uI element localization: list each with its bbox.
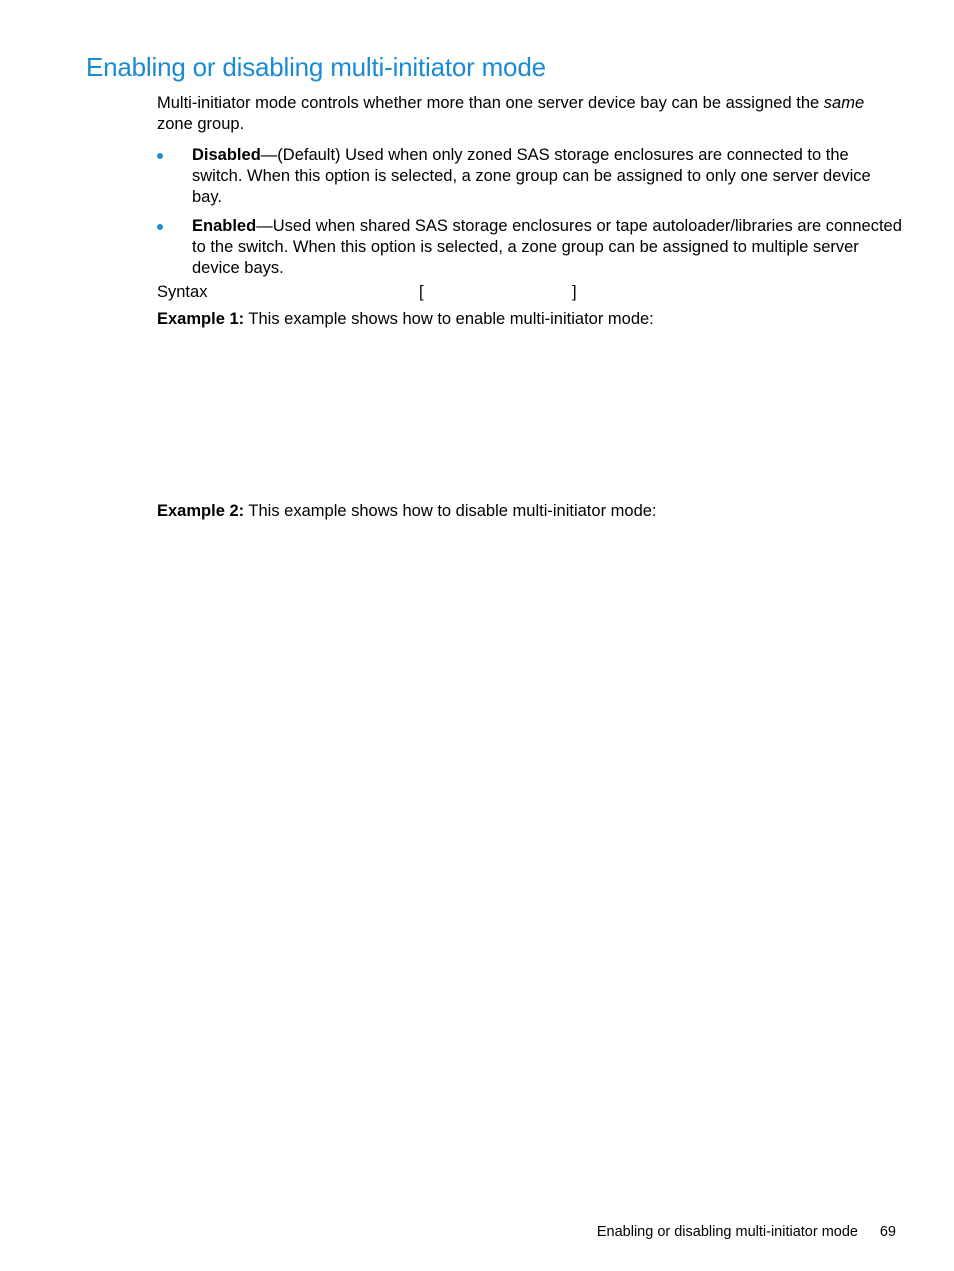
example-text: This example shows how to disable multi-initiator mode: — [244, 502, 657, 520]
example-label: Example 1: — [157, 310, 245, 328]
option-description: —(Default) Used when only zoned SAS storage enclosures are connected to the switch. When this option is selected, a zone group can be assigned to only one server device bay. — [192, 146, 871, 206]
option-description: —Used when shared SAS storage enclosures or tape autoloader/libraries are connected to the switch. When this option is selected, a zone group can be assigned to multiple server device bays. — [192, 217, 902, 277]
mode-option-list — [157, 145, 902, 287]
page-title: Enabling or disabling multi-initiator mode — [86, 52, 546, 82]
intro-end: zone group. — [157, 115, 245, 133]
syntax-row — [157, 282, 902, 304]
example-2 — [157, 501, 902, 522]
footer-page-number: 69 — [879, 1224, 896, 1240]
intro-text: Multi-initiator mode controls whether more than one server device bay can be assigned the — [157, 94, 824, 112]
example-label: Example 2: — [157, 502, 245, 520]
example-1 — [157, 309, 902, 330]
bullet-icon — [157, 224, 163, 230]
option-term: Disabled — [192, 146, 261, 164]
option-term: Enabled — [192, 217, 257, 235]
footer-section-title: Enabling or disabling multi-initiator mode — [596, 1224, 858, 1240]
list-item-disabled — [157, 145, 902, 208]
syntax-bracket-open: [ — [419, 283, 424, 301]
syntax-bracket-close: ] — [572, 283, 577, 301]
intro-emphasis: same — [823, 94, 865, 112]
example-text: This example shows how to enable multi-initiator mode: — [244, 310, 654, 328]
list-item-enabled — [157, 216, 902, 279]
bullet-icon — [157, 153, 163, 159]
intro-paragraph — [157, 93, 902, 135]
syntax-label: Syntax — [157, 283, 208, 301]
